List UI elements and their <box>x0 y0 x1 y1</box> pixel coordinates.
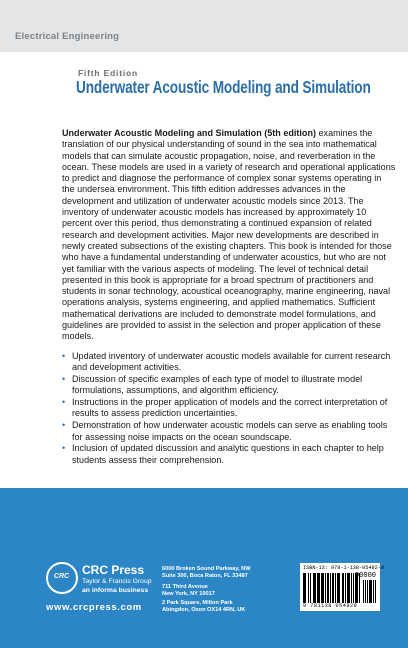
book-title: Underwater Acoustic Modeling and Simulation <box>76 77 371 97</box>
feature-item: • Demonstration of how underwater acoustic models can serve as enabling tools for assessing noise impacts on the ocean soundscape. <box>62 420 396 443</box>
feature-item: • Instructions in the proper application of models and the correct interpretation of results to assess prediction uncertainties. <box>62 397 396 420</box>
publisher-name: CRC Press <box>82 563 145 577</box>
description-body: examines the translation of our physical understanding of sound in the sea into mathematical models that can simulate acoustic propagation, noise, and reverberation in the ocean. These models are used in a variety of research and operational applications to predict and diagnose the performance of complex sonar systems operating in the undersea environment. This fifth edition addresses advances in the development and utilization of underwater acoustic models since 2013. The inventory of underwater acoustic models has increased by approximately 10 percent over this period, thus demonstrating a continued expansion of related research and development activities. Major new developments are described in newly created subsections of the existing chapters. This book is intended for those who have a fundamental understanding of underwater acoustics, but who are not yet familiar with the various aspects of modeling. The level of technical detail presented in this book is appropriate for a broad spectrum of practitioners and students in sonar technology, acoustical oceanography, marine engineering, naval operations analysis, systems engineering, and applied mathematics. Sufficient mathematical derivations are included to demonstrate model formulations, and guidelines are provided to assist in the selection and proper application of these models. <box>62 128 396 342</box>
crc-logo <box>46 562 78 594</box>
address-abingdon: 2 Park Square, Milton Park Abingdon, Oxon OX14 4RN, UK <box>162 600 246 613</box>
price-code: 90000 <box>354 572 376 580</box>
publisher-url[interactable]: www.crcpress.com <box>46 602 142 613</box>
description-lead: Underwater Acoustic Modeling and Simulation (5th edition) <box>62 128 316 138</box>
barcode-bars <box>303 573 361 603</box>
address-boca-raton: 6000 Broken Sound Parkway, NW Suite 300, Boca Raton, FL 33487 <box>162 566 251 579</box>
feature-item: • Updated inventory of underwater acoustic models available for current research and development activities. <box>62 351 396 374</box>
series-label: Electrical Engineering <box>15 31 120 42</box>
address-new-york: 711 Third Avenue New York, NY 10017 <box>162 584 215 597</box>
description <box>62 128 396 343</box>
barcode-digits: 9 781138 054929 <box>303 603 358 609</box>
publisher-informa: an informa business <box>82 587 149 594</box>
feature-item: • Discussion of specific examples of each type of model to illustrate model formulations, assumptions, and algorithm efficiency. <box>62 374 396 397</box>
top-band <box>0 0 408 52</box>
feature-item: • Inclusion of updated discussion and analytic questions in each chapter to help students assess their comprehension. <box>62 443 396 466</box>
crc-logo-text: CRC <box>53 573 70 580</box>
publisher-group: Taylor & Francis Group <box>82 578 152 585</box>
barcode-addon-bars <box>363 580 377 603</box>
barcode <box>300 563 384 611</box>
feature-list <box>62 351 396 466</box>
edition-label: Fifth Edition <box>78 68 138 78</box>
isbn-label: ISBN-13: 978-1-138-05492-9 <box>303 565 384 571</box>
